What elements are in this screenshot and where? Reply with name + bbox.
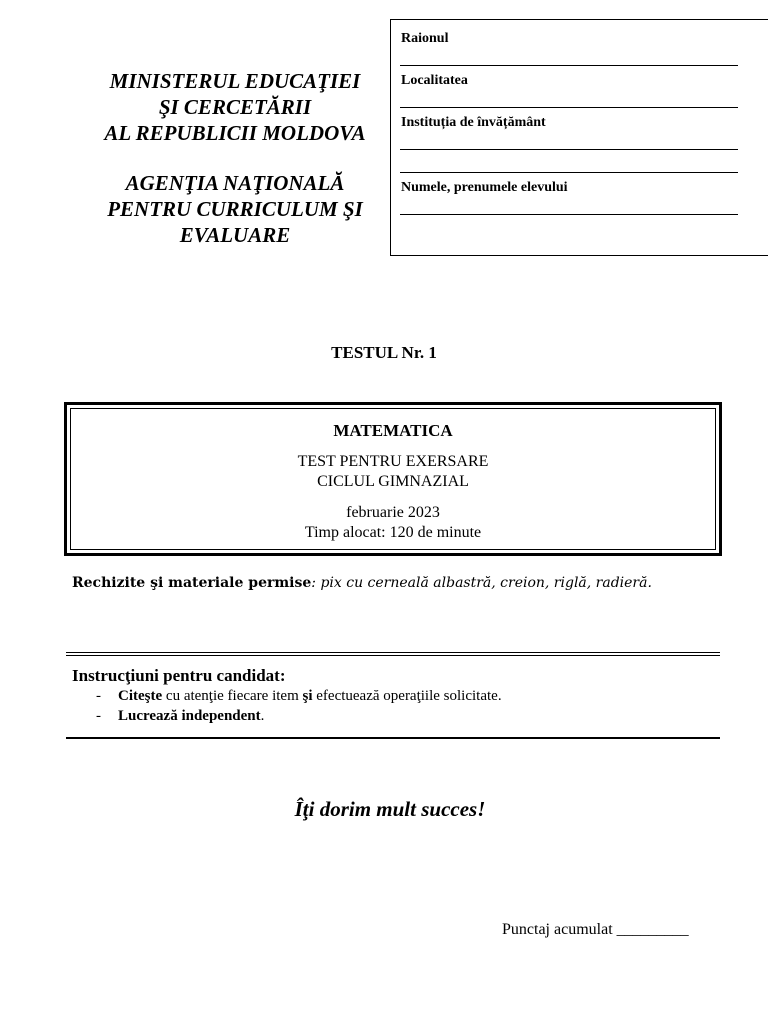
field-line-institution-1[interactable]	[400, 149, 738, 150]
student-id-box	[390, 19, 768, 256]
instruction-1-text-1: cu atenţie fiecare item	[162, 688, 303, 704]
ministry-line-3: AL REPUBLICII MOLDOVA	[104, 121, 366, 145]
field-line-raion[interactable]	[400, 65, 738, 66]
materials-label: Rechizite şi materiale permise	[72, 575, 312, 591]
school-cycle: CICLUL GIMNAZIAL	[317, 473, 469, 490]
instructions-top-rule-2	[66, 655, 720, 656]
good-luck-message: Îţi dorim mult succes!	[294, 797, 486, 821]
instruction-1-bold-2: şi	[302, 688, 313, 704]
instruction-2-bold: Lucrează independent	[118, 708, 261, 724]
field-line-student-name[interactable]	[400, 214, 738, 215]
test-date: februarie 2023	[346, 504, 440, 521]
instruction-dash-2: -	[96, 708, 101, 724]
agency-line-2: PENTRU CURRICULUM ŞI	[107, 197, 363, 221]
instruction-item-1	[96, 688, 502, 705]
agency-line-3: EVALUARE	[179, 223, 291, 247]
instruction-2-text: .	[260, 708, 265, 724]
subject-frame	[64, 402, 722, 556]
allotted-time: Timp alocat: 120 de minute	[304, 524, 482, 541]
field-label-student-name: Numele, prenumele elevului	[401, 180, 568, 195]
field-label-institution: Instituția de învățământ	[401, 115, 546, 130]
instruction-item-2	[96, 708, 264, 725]
subject-title: MATEMATICA	[333, 421, 453, 440]
instructions-title: Instrucţiuni pentru candidat:	[72, 666, 286, 685]
instruction-dash-1: -	[96, 688, 101, 704]
ministry-line-2: ŞI CERCETĂRII	[158, 95, 312, 119]
allowed-materials	[72, 575, 652, 592]
test-type: TEST PENTRU EXERSARE	[297, 453, 489, 470]
instruction-1-text-2: efectuează operaţiile solicitate.	[312, 688, 502, 704]
field-label-locality: Localitatea	[401, 73, 468, 88]
materials-value: pix cu cerneală albastră, creion, riglă, radieră.	[320, 575, 652, 591]
subject-frame-inner	[70, 408, 716, 550]
field-line-locality[interactable]	[400, 107, 738, 108]
instructions-bottom-rule	[66, 737, 720, 739]
agency-line-1: AGENŢIA NAŢIONALĂ	[125, 171, 345, 195]
field-label-raion: Raionul	[401, 31, 449, 46]
ministry-line-1: MINISTERUL EDUCAŢIEI	[109, 69, 361, 93]
agency-name	[70, 170, 400, 248]
instruction-1-bold-1: Citeşte	[118, 688, 163, 704]
ministry-name	[70, 68, 400, 146]
materials-colon: :	[311, 575, 321, 591]
accumulated-score[interactable]: Punctaj acumulat _________	[502, 921, 689, 938]
field-line-institution-2[interactable]	[400, 172, 738, 173]
instructions-top-rule-1	[66, 652, 720, 653]
test-number: TESTUL Nr. 1	[331, 343, 437, 362]
